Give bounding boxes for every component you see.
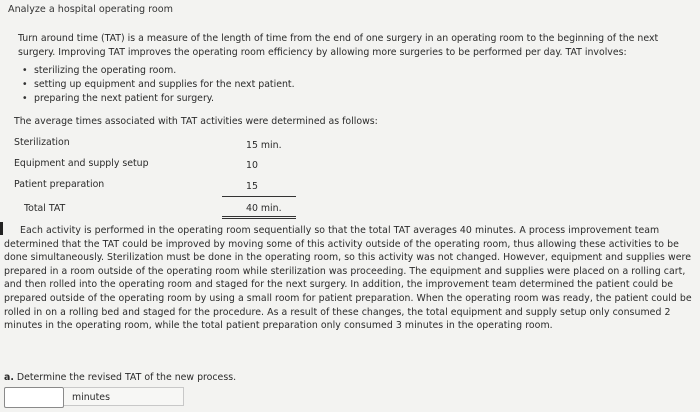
list-item: • sterilizing the operating room.: [22, 64, 295, 78]
subtotal-rule: [222, 196, 296, 197]
scenario-paragraph: Each activity is performed in the operating room sequentially so that the total TAT averages 40 minutes. A process improvement team determined that the TAT could be improved by moving some of this activity outside of the operating room, thus allowing these activities to be done simultaneously. Sterilization must be done in the operating room, so this activity was not changed. However, equipment and supplies were prepared in a room outside of the operating room while sterilization was proceeding. The equipment and supplies were placed on a rolling cart, and then rolled into the operating room and staged for the next surgery. In addition, the improvement team determined the patient could be prepared outside of the operating room by using a small room for patient preparation. When the operating room was ready, the patient could be rolled in on a rolling bed and staged for the procedure. As a result of these changes, the total equipment and supply setup only consumed 2 minutes in the operating room, while the total patient preparation only consumed 3 minutes in the operating room.: [4, 225, 692, 332]
total-value: 40 min.: [246, 203, 282, 214]
total-rule-top: [222, 216, 296, 217]
list-item: • preparing the next patient for surgery.: [22, 92, 295, 106]
tat-activities-list: [22, 64, 295, 106]
question-a: [4, 372, 236, 383]
row-label-patient-prep: Patient preparation: [14, 179, 105, 190]
row-label-sterilization: Sterilization: [14, 137, 70, 148]
total-label: Total TAT: [24, 203, 66, 214]
list-item: • setting up equipment and supplies for the next patient.: [22, 78, 295, 92]
table-lead-text: The average times associated with TAT activities were determined as follows:: [14, 116, 378, 127]
intro-text: Turn around time (TAT) is a measure of the length of time from the end of one surgery in an operating room to the beginning of the next surgery. Improving TAT improves the operating room efficiency by allowing more surgeries to be performed per day. TAT involves:: [18, 33, 659, 58]
paragraph-marker: [0, 222, 3, 235]
row-value-patient-prep: 15: [246, 181, 258, 192]
page-title: Analyze a hospital operating room: [8, 4, 173, 15]
row-value-sterilization: 15 min.: [246, 140, 282, 151]
answer-input[interactable]: [4, 387, 64, 408]
row-value-equipment: 10: [246, 160, 258, 171]
answer-unit-label: minutes: [64, 387, 184, 406]
row-label-equipment: Equipment and supply setup: [14, 158, 149, 169]
total-rule-bottom: [222, 218, 296, 219]
question-text: Determine the revised TAT of the new process.: [16, 372, 237, 383]
question-letter: a.: [4, 372, 14, 383]
